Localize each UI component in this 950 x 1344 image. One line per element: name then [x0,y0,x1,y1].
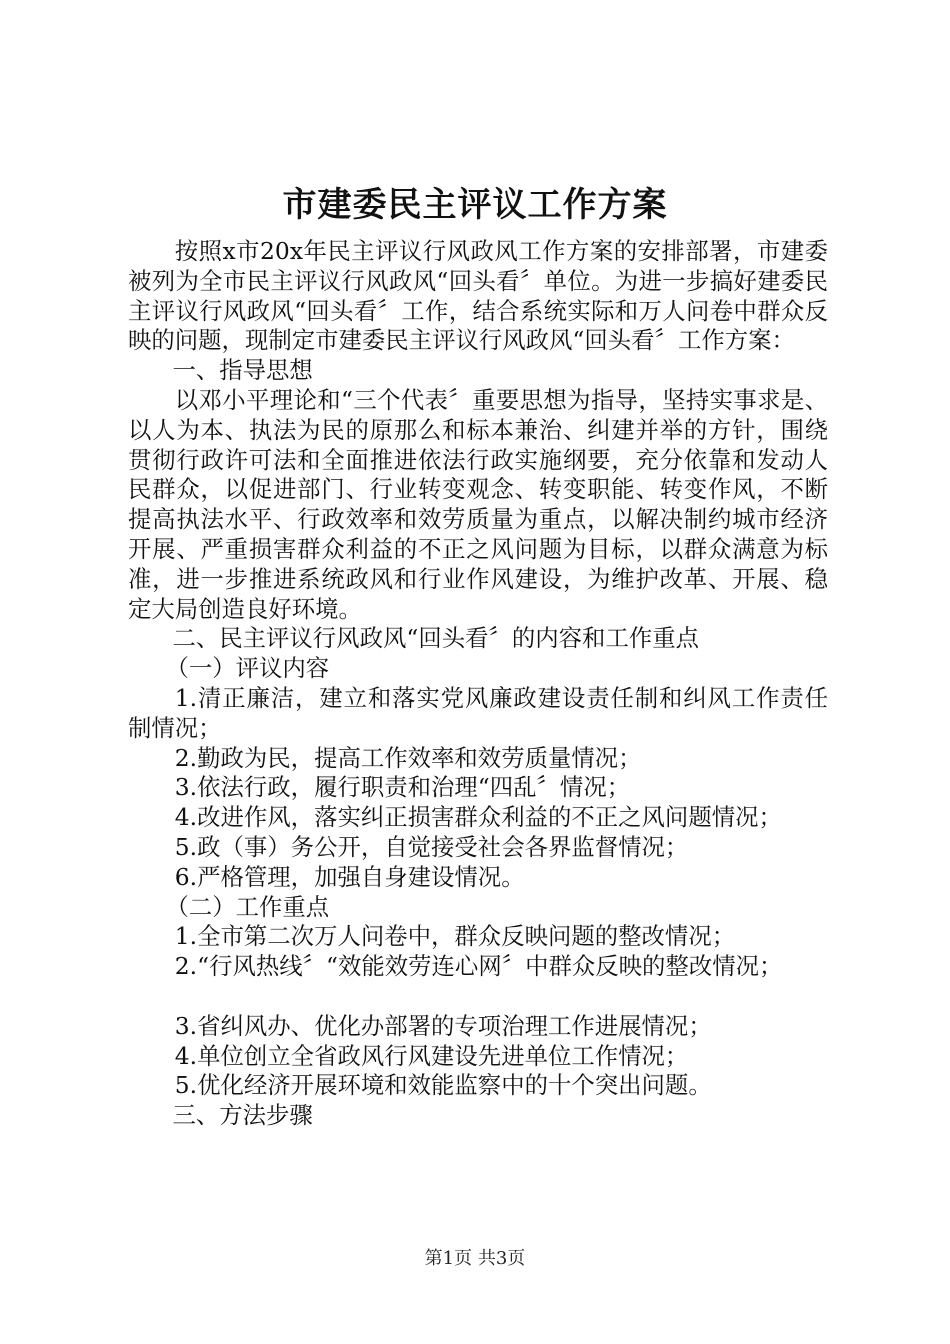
blank-line [128,982,828,1012]
evaluation-item: 5.政（事）务公开，自觉接受社会各界监督情况； [174,832,689,861]
section-heading-content-and-focus: 二、民主评议行风政风“回头看〞的内容和工作重点 [172,624,700,653]
evaluation-item: 4.改进作风，落实纠正损害群众利益的不正之风问题情况； [174,803,782,832]
subheading-evaluation-content: （一）评议内容 [165,654,330,683]
document-body [128,237,828,1131]
subheading-work-focus: （二）工作重点 [165,892,330,921]
focus-item: 3.省纠风办、优化办部署的专项治理工作进展情况； [174,1011,712,1040]
section-heading-methods-steps: 三、方法步骤 [172,1101,313,1130]
focus-item: 2.“行风热线〞“效能效劳连心网〞中群众反映的整改情况； [174,952,783,981]
evaluation-item: 6.严格管理，加强自身建设情况。 [174,862,525,891]
section-heading-guiding-ideology: 一、指导思想 [172,356,313,385]
evaluation-item: 3.依法行政，履行职责和治理“四乱〞情况； [174,773,631,802]
evaluation-item: 1.清正廉洁，建立和落实党风廉政建设责任制和纠风工作责任制情况； [128,683,828,742]
guiding-ideology-paragraph: 以邓小平理论和“三个代表〞重要思想为指导，坚持实事求是、以人为本、执法为民的原那么和标本兼治、纠建并举的方针，围绕贯彻行政许可法和全面推进依法行政实施纲要，充分依靠和发动人民群众，以促进部门、行业转变观念、转变职能、转变作风，不断提高执法水平、行政效率和效劳质量为重点，以解决制约城市经济开展、严重损害群众利益的不正之风问题为目标，以群众满意为标准，进一步推进系统政风和行业作风建设，为维护改革、开展、稳定大局创造良好环境。 [128,385,828,623]
focus-item: 4.单位创立全省政风行风建设先进单位工作情况； [174,1041,689,1070]
document-title: 市建委民主评议工作方案 [282,185,668,225]
page-number-footer: 第1页 共3页 [424,1248,526,1269]
intro-paragraph: 按照x市20x年民主评议行风政风工作方案的安排部署，市建委被列为全市民主评议行风政风“回头看〞单位。为进一步搞好建委民主评议行风政风“回头看〞工作，结合系统实际和万人问卷中群众反映的问题，现制定市建委民主评议行风政风“回头看〞工作方案： [128,237,828,355]
focus-item: 5.优化经济开展环境和效能监察中的十个突出问题。 [174,1071,712,1100]
focus-item: 1.全市第二次万人问卷中，群众反映问题的整改情况； [174,922,736,951]
evaluation-item: 2.勤政为民，提高工作效率和效劳质量情况； [174,743,642,772]
